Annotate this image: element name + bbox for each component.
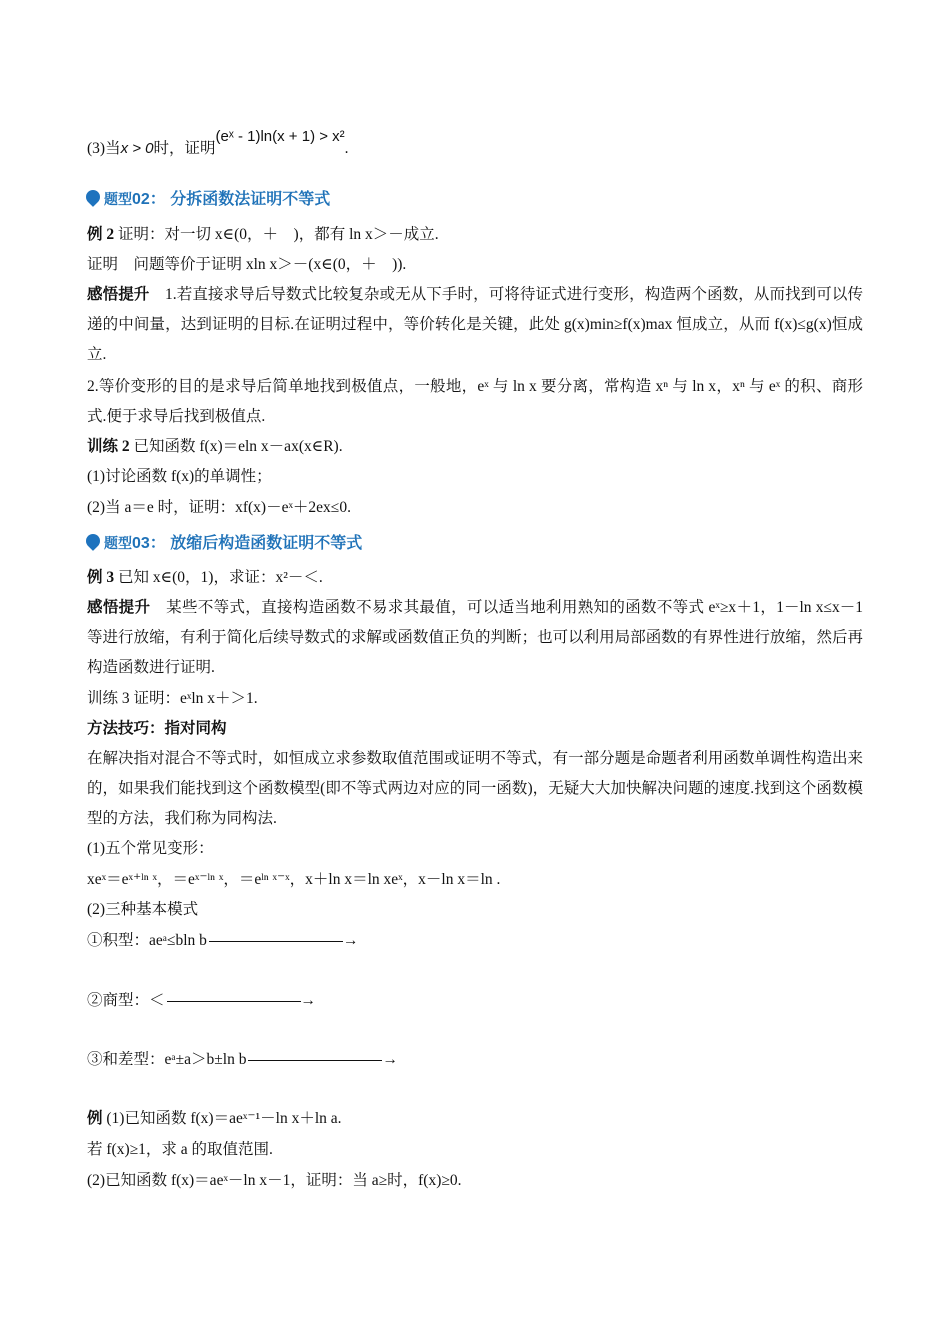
arrow-icon: → <box>382 1051 398 1068</box>
problem-3-mid: 时，证明 <box>153 140 216 157</box>
method-title: 方法技巧：指对同构 <box>87 720 227 737</box>
five-transforms-title: (1)五个常见变形： <box>87 840 214 857</box>
insight-3 <box>87 593 863 683</box>
section-heading-02 <box>86 182 330 212</box>
section-heading-03 <box>86 526 362 556</box>
problem-3-line <box>87 128 349 160</box>
heading-prefix: 题型 <box>104 534 132 551</box>
insight-3-label: 感悟提升 <box>87 599 151 616</box>
three-modes-title: (2)三种基本模式 <box>87 901 199 918</box>
final-example-part-2: (2)已知函数 f(x)＝aeˣ－ln x－1，证明：当 a≥时，f(x)≥0. <box>87 1172 462 1189</box>
arrow-icon: → <box>342 932 359 949</box>
example-3-label: 例 3 <box>87 569 115 586</box>
final-example <box>87 1108 342 1130</box>
arrow-line <box>209 941 343 942</box>
final-example-text: (1)已知函数 f(x)＝aeˣ⁻¹－ln x＋ln a. <box>102 1110 342 1127</box>
heading-title: 02： 分拆函数法证明不等式 <box>132 190 331 208</box>
training-2-label: 训练 2 <box>87 438 130 455</box>
example-2 <box>87 224 439 246</box>
final-example-condition: 若 f(x)≥1，求 a 的取值范围. <box>87 1141 273 1158</box>
heading-prefix: 题型 <box>104 190 132 207</box>
five-transforms-formula: xeˣ＝eˣ⁺ˡⁿ ˣ，＝eˣ⁻ˡⁿ ˣ，＝eˡⁿ ˣ⁻ˣ，x＋ln x＝ln xeˣ，x－ln x＝ln . <box>87 871 501 888</box>
problem-3-end: . <box>344 140 349 157</box>
mode-product-text: ①积型：aeᵃ≤bln b <box>87 932 207 949</box>
insight-2: 2.等价变形的目的是求导后简单地找到极值点，一般地，eˣ 与 ln x 要分离，常构造 xⁿ 与 ln x，xⁿ 与 eˣ 的积、商形式.便于求导后找到极值点. <box>87 378 863 425</box>
final-example-label: 例 <box>87 1110 103 1127</box>
heading-marker-icon <box>83 187 103 207</box>
arrow-line <box>248 1060 382 1061</box>
training-2 <box>87 436 343 458</box>
training-2-part-2: (2)当 a＝e 时，证明：xf(x)－eˣ＋2ex≤0. <box>87 499 351 516</box>
condition-text: x > 0 <box>120 140 154 157</box>
method-text: 在解决指对混合不等式时，如恒成立求参数取值范围或证明不等式，有一部分题是命题者利用函数单调性构造出来的，如果我们能找到这个函数模型(即不等式两边对应的同一函数)，无疑大大加快解决问题的速度.找到这个函数模型的方法，我们称为同构法. <box>87 750 863 827</box>
example-2-text: 证明：对一切 x∈(0，＋ )，都有 ln x＞－成立. <box>114 226 439 243</box>
heading-title: 03： 放缩后构造函数证明不等式 <box>132 534 363 552</box>
insight-1-text: 1.若直接求导后导数式比较复杂或无从下手时，可将待证式进行变形，构造两个函数，从而找到可以传递的中间量，达到证明的目标.在证明过程中，等价转化是关键，此处 g(x)min≥f(x)max 恒成立，从而 f(x)≤g(x)恒成立. <box>87 286 863 363</box>
example-3 <box>87 567 323 589</box>
insight-1 <box>87 280 863 370</box>
mode-sum-difference <box>87 1049 398 1071</box>
training-3: 训练 3 证明：eˣln x＋＞1. <box>87 690 258 707</box>
problem-3-prefix: (3)当 <box>87 140 121 157</box>
training-2-text: 已知函数 f(x)＝eln x－ax(x∈R). <box>129 438 343 455</box>
example-2-label: 例 2 <box>87 226 115 243</box>
mode-product <box>87 930 358 952</box>
mode-sum-text: ③和差型：eᵃ±a＞b±ln b <box>87 1051 247 1068</box>
example-3-text: 已知 x∈(0，1)，求证：x²－＜. <box>114 569 323 586</box>
arrow-line <box>167 1001 301 1002</box>
insight-3-text: 某些不等式，直接构造函数不易求其最值，可以适当地利用熟知的函数不等式 eˣ≥x＋1，1－ln x≤x－1 等进行放缩，有利于简化后续导数式的求解或函数值正负的判断；也可以利用局部函数的有界性进行放缩，然后再构造函数进行证明. <box>87 599 863 676</box>
heading-marker-icon <box>83 531 103 551</box>
inequality-formula: (eˣ - 1)ln(x + 1) > x² <box>215 128 345 145</box>
proof-2: 证明 问题等价于证明 xln x＞－(x∈(0，＋ )). <box>87 256 407 273</box>
arrow-icon: → <box>300 992 317 1009</box>
mode-quotient-text: ②商型：＜ <box>87 992 165 1009</box>
training-2-part-1: (1)讨论函数 f(x)的单调性； <box>87 468 272 485</box>
insight-1-label: 感悟提升 <box>87 286 150 303</box>
mode-quotient <box>87 990 316 1012</box>
